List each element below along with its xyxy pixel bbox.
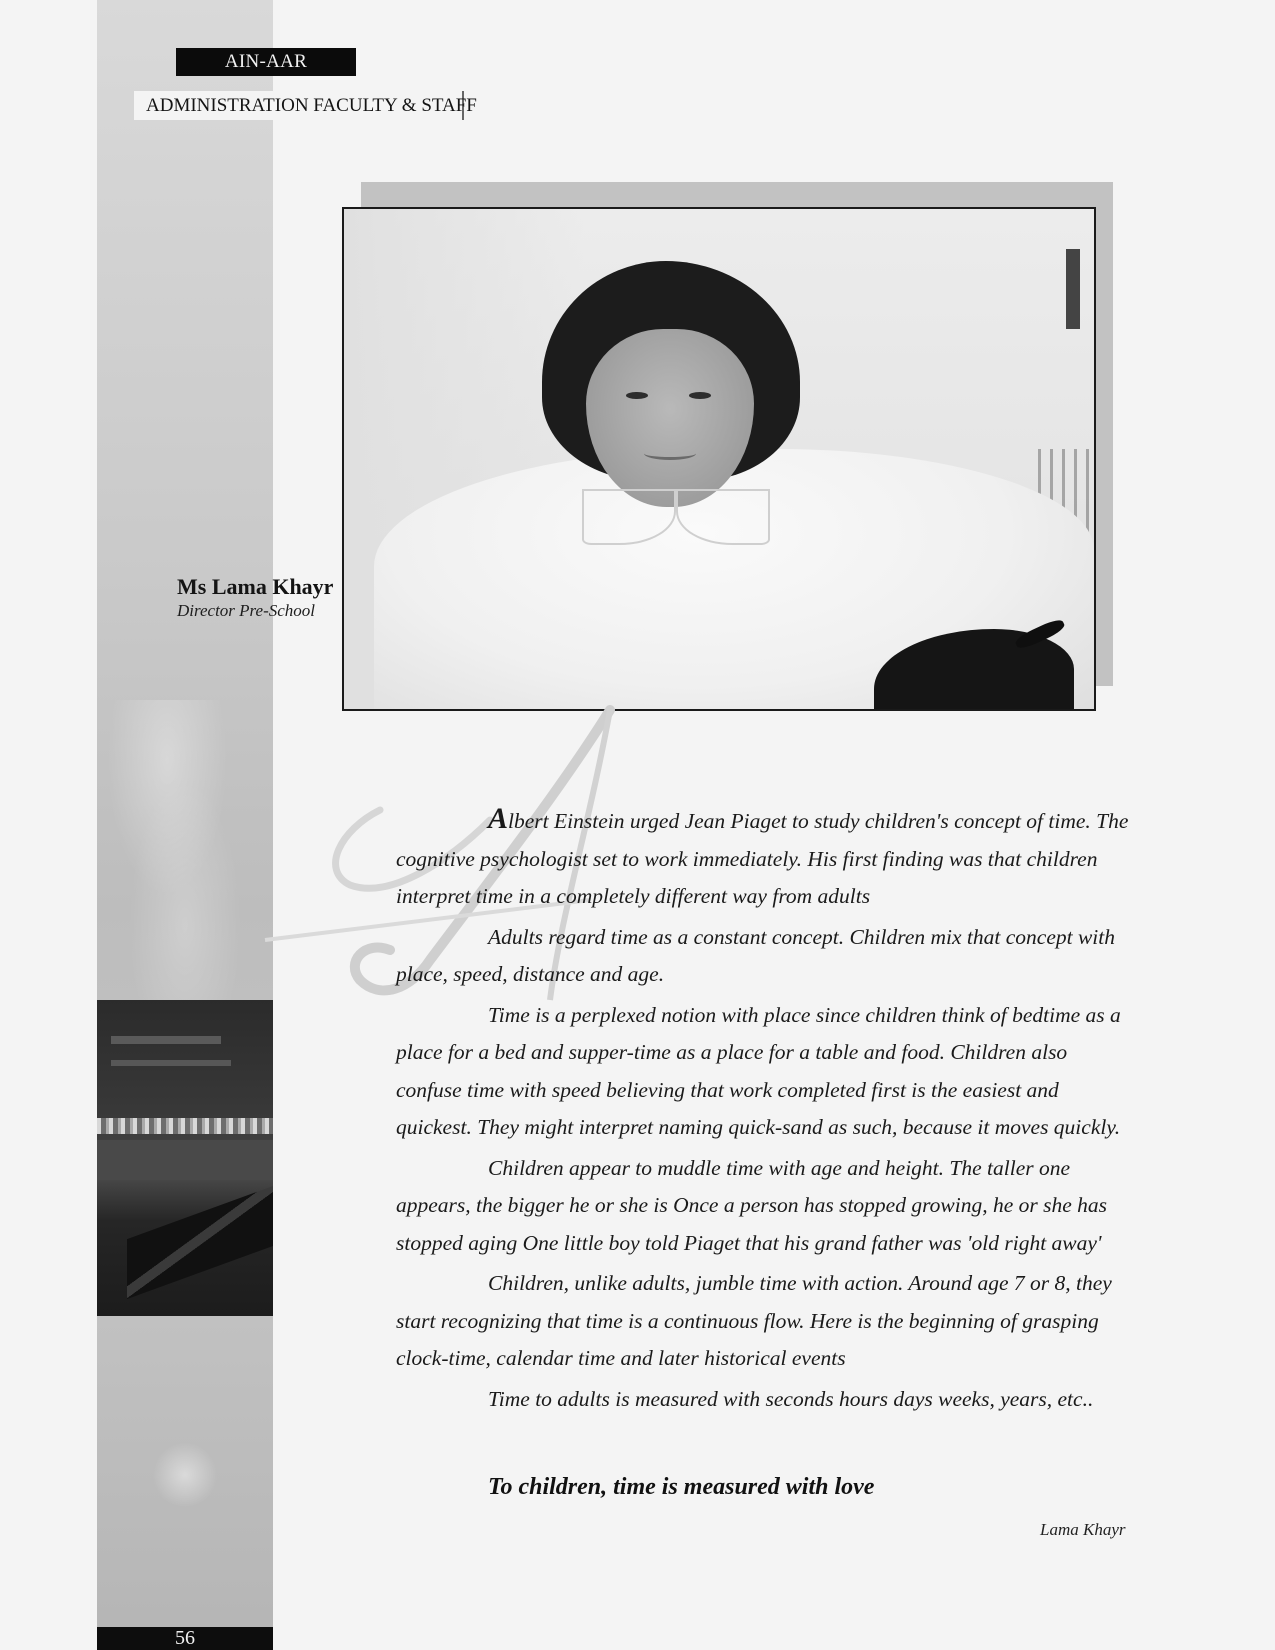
article-paragraph: Children, unlike adults, jumble time with action. Around age 7 or 8, they start recognizing that time is a continuous flow. Here is the beginning of grasping clock-time, calendar time and later historical events xyxy=(396,1271,1112,1370)
drop-cap: A xyxy=(488,802,509,835)
section-tag: AIN-AAR xyxy=(176,48,356,76)
page-number: 56 xyxy=(97,1627,273,1650)
article-paragraph-text: lbert Einstein urged Jean Piaget to study children's concept of time. The cognitive psychologist set to work immediately. His first finding was that children interpret time in a completely different way from adults xyxy=(396,809,1129,908)
section-title: ADMINISTRATION FACULTY & STAFF xyxy=(134,91,464,120)
person-name: Ms Lama Khayr xyxy=(177,574,334,599)
article-paragraph: Children appear to muddle time with age and height. The taller one appears, the bigger he or she is Once a person has stopped growing, he or she has stopped aging One little boy told Piaget that his grand father was 'old right away' xyxy=(396,1155,1108,1255)
article-paragraph: Adults regard time as a constant concept. Children mix that concept with place, speed, distance and age. xyxy=(396,924,1115,986)
article-body xyxy=(396,800,1136,1421)
article-paragraph: Time to adults is measured with seconds hours days weeks, years, etc.. xyxy=(488,1386,1094,1411)
portrait-photo xyxy=(342,207,1096,711)
left-band-texture xyxy=(97,700,273,1000)
article-paragraph: Time is a perplexed notion with place since children think of bedtime as a place for a bed and supper-time as a place for a table and food. Children also confuse time with speed believing that work completed first is the easiest and quickest. They might interpret naming quick-sand as such, because it moves quickly. xyxy=(396,1002,1121,1139)
author-signature: Lama Khayr xyxy=(1040,1520,1126,1539)
article-paragraph xyxy=(396,800,1136,916)
person-role: Director Pre-School xyxy=(177,601,316,620)
left-band-photo xyxy=(97,1000,273,1316)
article-tagline: To children, time is measured with love xyxy=(488,1474,875,1500)
left-band-ghost-figure xyxy=(150,1440,220,1510)
